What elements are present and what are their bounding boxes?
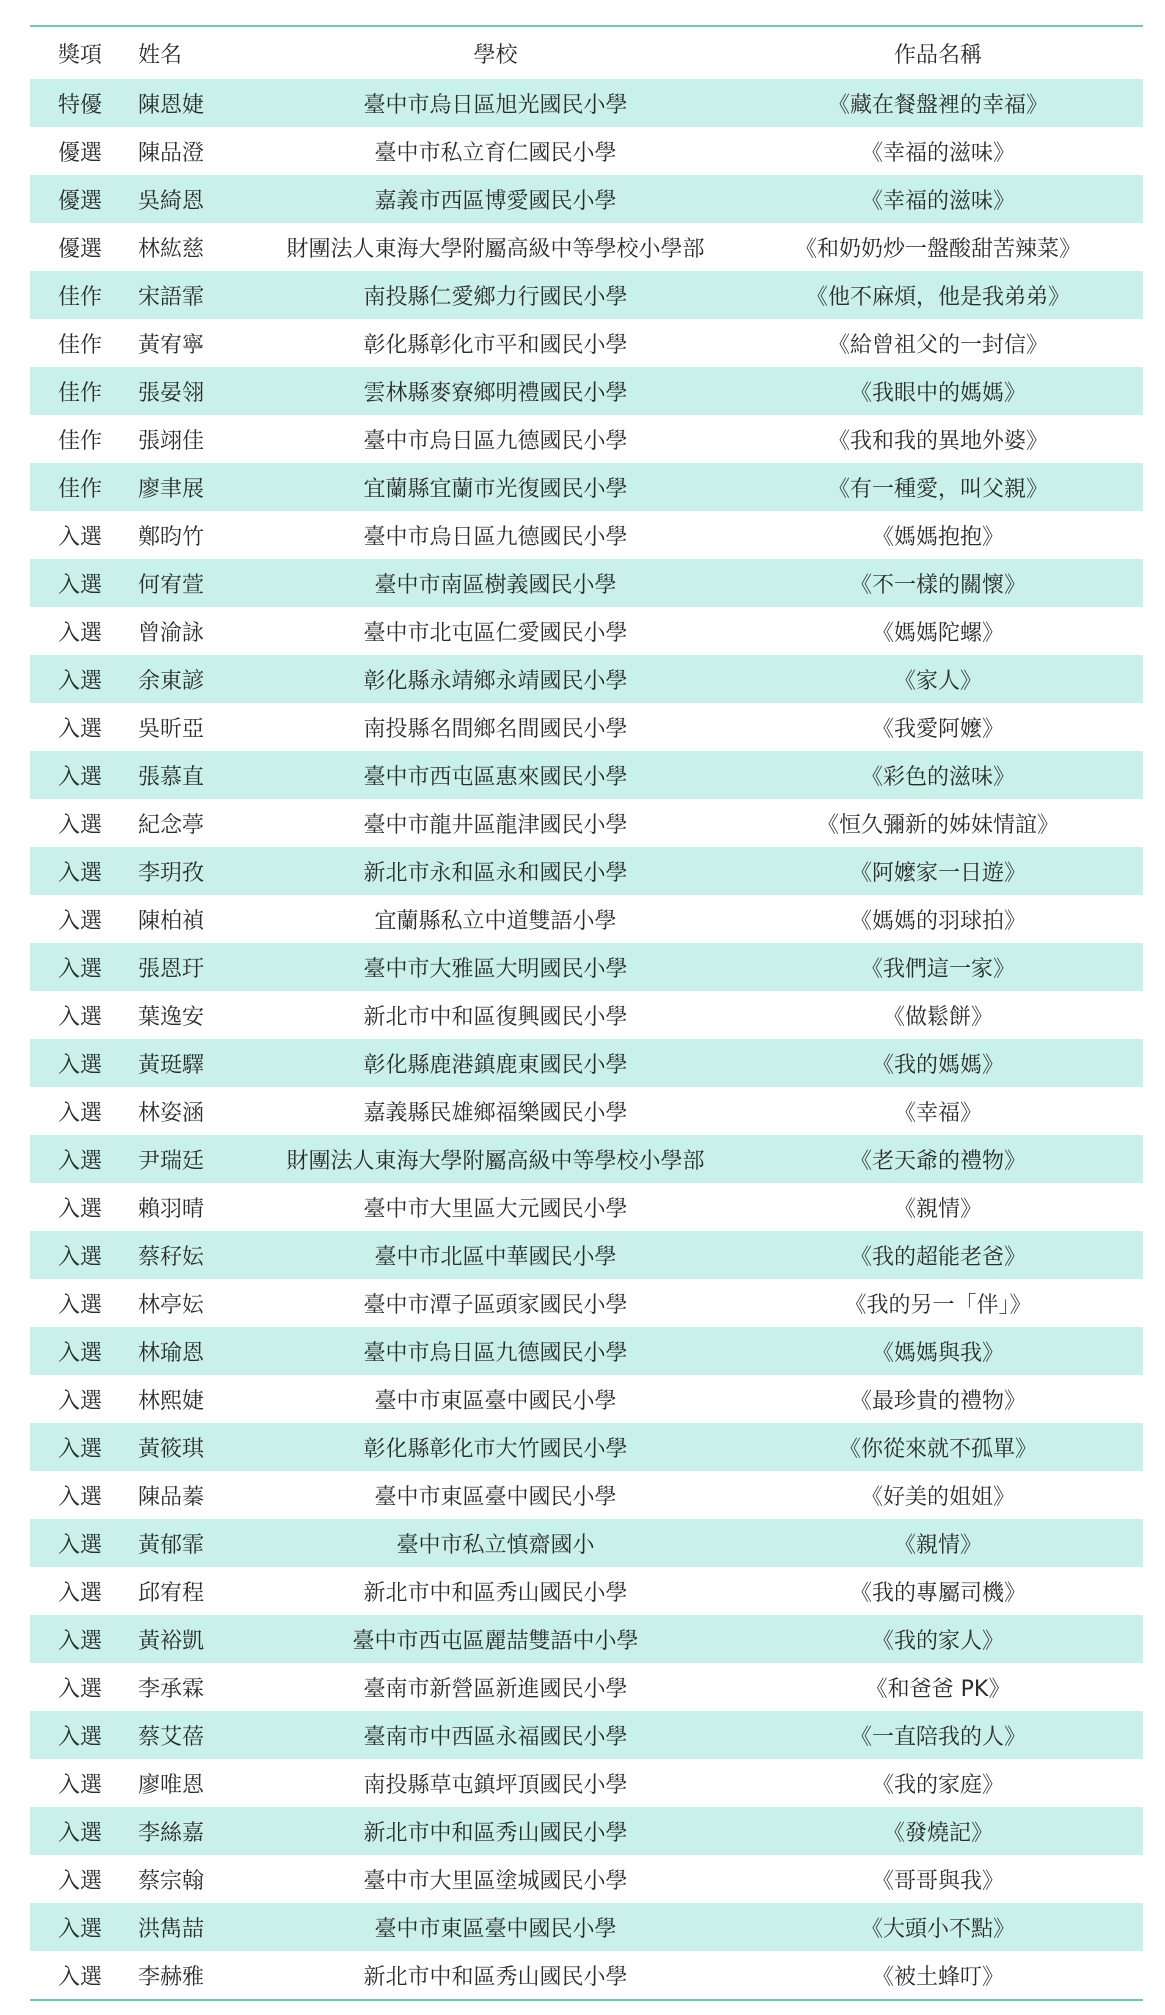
cell-name: 洪雋喆 (138, 1916, 205, 1942)
cell-award: 入選 (57, 1580, 102, 1606)
cell-school: 臺中市西屯區惠來國民小學 (363, 764, 628, 790)
table-row (30, 127, 1143, 175)
cell-school: 臺中市烏日區九德國民小學 (363, 428, 628, 454)
cell-name: 張慕直 (138, 764, 205, 790)
table-row (30, 1807, 1143, 1855)
cell-school: 宜蘭縣私立中道雙語小學 (374, 908, 617, 934)
cell-name: 鄭昀竹 (138, 524, 205, 550)
cell-work: 《親情》 (893, 1196, 982, 1222)
awards-table (30, 25, 1143, 2001)
table-row (30, 559, 1143, 607)
cell-work: 《一直陪我的人》 (849, 1724, 1026, 1750)
cell-school: 臺中市大雅區大明國民小學 (363, 956, 628, 982)
cell-work: 《做鬆餅》 (882, 1004, 993, 1030)
cell-award: 入選 (57, 1100, 102, 1126)
header-award: 獎項 (30, 26, 130, 79)
cell-name: 李玥孜 (138, 860, 205, 886)
cell-school: 彰化縣彰化市平和國民小學 (363, 332, 628, 358)
cell-work: 《我們這一家》 (860, 956, 1015, 982)
cell-work: 《他不麻煩，他是我弟弟》 (805, 284, 1070, 310)
cell-award: 入選 (57, 1292, 102, 1318)
table-row (30, 1567, 1143, 1615)
cell-school: 彰化縣彰化市大竹國民小學 (363, 1436, 628, 1462)
cell-award: 佳作 (57, 380, 102, 406)
cell-name: 林姿涵 (138, 1100, 205, 1126)
cell-work: 《大頭小不點》 (860, 1916, 1015, 1942)
cell-award: 入選 (57, 908, 102, 934)
table-row (30, 799, 1143, 847)
table-row (30, 1087, 1143, 1135)
table-row (30, 1951, 1143, 2000)
cell-school: 財團法人東海大學附屬高級中等學校小學部 (286, 1148, 705, 1174)
cell-name: 吳綺恩 (138, 188, 205, 214)
cell-name: 廖唯恩 (138, 1772, 205, 1798)
table-row (30, 943, 1143, 991)
table-row (30, 991, 1143, 1039)
cell-name: 黃宥寧 (138, 332, 205, 358)
cell-award: 入選 (57, 1484, 102, 1510)
cell-name: 廖聿展 (138, 476, 205, 502)
cell-name: 李絲嘉 (138, 1820, 205, 1846)
cell-name: 余東諺 (138, 668, 205, 694)
cell-work: 《你從來就不孤單》 (838, 1436, 1037, 1462)
cell-name: 吳昕亞 (138, 716, 205, 742)
cell-name: 黃裕凱 (138, 1628, 205, 1654)
cell-work: 《被土蜂叮》 (871, 1964, 1004, 1990)
cell-work: 《我眼中的媽媽》 (849, 380, 1026, 406)
cell-name: 張晏翎 (138, 380, 205, 406)
table-row (30, 1855, 1143, 1903)
cell-work: 《藏在餐盤裡的幸福》 (827, 92, 1048, 118)
cell-award: 優選 (57, 236, 102, 262)
cell-school: 財團法人東海大學附屬高級中等學校小學部 (286, 236, 705, 262)
cell-award: 入選 (57, 1340, 102, 1366)
cell-work: 《我的專屬司機》 (849, 1580, 1026, 1606)
cell-award: 入選 (57, 1244, 102, 1270)
cell-work: 《幸福的滋味》 (860, 140, 1015, 166)
cell-award: 佳作 (57, 428, 102, 454)
cell-name: 黃珽驛 (138, 1052, 205, 1078)
table-row (30, 79, 1143, 127)
cell-work: 《親情》 (893, 1532, 982, 1558)
table-row (30, 655, 1143, 703)
cell-award: 佳作 (57, 284, 102, 310)
cell-work: 《媽媽與我》 (871, 1340, 1004, 1366)
cell-award: 入選 (57, 812, 102, 838)
cell-school: 臺中市東區臺中國民小學 (374, 1484, 617, 1510)
cell-name: 賴羽晴 (138, 1196, 205, 1222)
cell-name: 黃筱琪 (138, 1436, 205, 1462)
cell-name: 陳品澄 (138, 140, 205, 166)
table-row (30, 703, 1143, 751)
cell-school: 臺中市北屯區仁愛國民小學 (363, 620, 628, 646)
cell-award: 入選 (57, 1772, 102, 1798)
cell-school: 臺中市南區樹義國民小學 (374, 572, 617, 598)
cell-award: 入選 (57, 716, 102, 742)
cell-school: 南投縣草屯鎮坪頂國民小學 (363, 1772, 628, 1798)
cell-work: 《最珍貴的禮物》 (849, 1388, 1026, 1414)
cell-name: 陳品蓁 (138, 1484, 205, 1510)
table-row (30, 895, 1143, 943)
table-row (30, 1039, 1143, 1087)
cell-name: 陳恩婕 (138, 92, 205, 118)
cell-work: 《我的媽媽》 (871, 1052, 1004, 1078)
cell-school: 嘉義市西區博愛國民小學 (374, 188, 617, 214)
cell-school: 臺南市新營區新進國民小學 (363, 1676, 628, 1702)
cell-name: 宋語霏 (138, 284, 205, 310)
cell-work: 《不一樣的關懷》 (849, 572, 1026, 598)
table-row (30, 319, 1143, 367)
cell-work: 《老天爺的禮物》 (849, 1148, 1026, 1174)
table-row (30, 607, 1143, 655)
header-work: 作品名稱 (733, 26, 1143, 79)
cell-school: 雲林縣麥寮鄉明禮國民小學 (363, 380, 628, 406)
cell-work: 《幸福的滋味》 (860, 188, 1015, 214)
cell-award: 入選 (57, 1532, 102, 1558)
cell-school: 新北市中和區復興國民小學 (363, 1004, 628, 1030)
cell-name: 林亭妘 (138, 1292, 205, 1318)
cell-name: 紀念葶 (138, 812, 205, 838)
cell-school: 南投縣名間鄉名間國民小學 (363, 716, 628, 742)
cell-school: 新北市永和區永和國民小學 (363, 860, 628, 886)
cell-school: 臺中市北區中華國民小學 (374, 1244, 617, 1270)
cell-award: 入選 (57, 956, 102, 982)
cell-award: 入選 (57, 1004, 102, 1030)
cell-work: 《恒久彌新的姊妹情誼》 (816, 812, 1059, 838)
table-row (30, 367, 1143, 415)
header-row (30, 26, 1143, 79)
cell-work: 《好美的姐姐》 (860, 1484, 1015, 1510)
cell-school: 臺中市烏日區九德國民小學 (363, 524, 628, 550)
table-row (30, 1903, 1143, 1951)
cell-work: 《給曾祖父的一封信》 (827, 332, 1048, 358)
table-row (30, 1471, 1143, 1519)
cell-award: 入選 (57, 1868, 102, 1894)
cell-work: 《媽媽陀螺》 (871, 620, 1004, 646)
cell-name: 林熙婕 (138, 1388, 205, 1414)
cell-school: 臺南市中西區永福國民小學 (363, 1724, 628, 1750)
table-row (30, 1183, 1143, 1231)
cell-work: 《我的超能老爸》 (849, 1244, 1026, 1270)
cell-award: 入選 (57, 860, 102, 886)
table-row (30, 1711, 1143, 1759)
cell-work: 《媽媽抱抱》 (871, 524, 1004, 550)
cell-work: 《我和我的異地外婆》 (827, 428, 1048, 454)
cell-name: 李承霖 (138, 1676, 205, 1702)
cell-school: 嘉義縣民雄鄉福樂國民小學 (363, 1100, 628, 1126)
cell-name: 蔡宗翰 (138, 1868, 205, 1894)
table-row (30, 1423, 1143, 1471)
cell-name: 張翊佳 (138, 428, 205, 454)
cell-work: 《和爸爸 PK》 (865, 1676, 1011, 1702)
cell-work: 《阿嬤家一日遊》 (849, 860, 1026, 886)
cell-award: 入選 (57, 524, 102, 550)
cell-name: 張恩玗 (138, 956, 205, 982)
cell-school: 臺中市龍井區龍津國民小學 (363, 812, 628, 838)
cell-name: 黃郁霏 (138, 1532, 205, 1558)
cell-school: 臺中市東區臺中國民小學 (374, 1916, 617, 1942)
cell-school: 臺中市大里區塗城國民小學 (363, 1868, 628, 1894)
cell-school: 臺中市烏日區旭光國民小學 (363, 92, 628, 118)
cell-award: 特優 (57, 92, 102, 118)
table-row (30, 1519, 1143, 1567)
cell-work: 《我的家人》 (871, 1628, 1004, 1654)
cell-school: 臺中市東區臺中國民小學 (374, 1388, 617, 1414)
cell-work: 《我的家庭》 (871, 1772, 1004, 1798)
cell-award: 入選 (57, 1916, 102, 1942)
cell-name: 葉逸安 (138, 1004, 205, 1030)
cell-work: 《有一種愛，叫父親》 (827, 476, 1048, 502)
cell-award: 入選 (57, 1964, 102, 1990)
cell-award: 佳作 (57, 332, 102, 358)
table-row (30, 1615, 1143, 1663)
table-row (30, 1759, 1143, 1807)
table-row (30, 175, 1143, 223)
cell-name: 林瑜恩 (138, 1340, 205, 1366)
table-row (30, 223, 1143, 271)
table-row (30, 1135, 1143, 1183)
table-row (30, 271, 1143, 319)
cell-award: 入選 (57, 1196, 102, 1222)
table-row (30, 511, 1143, 559)
cell-school: 彰化縣永靖鄉永靖國民小學 (363, 668, 628, 694)
cell-name: 蔡艾蓓 (138, 1724, 205, 1750)
cell-school: 新北市中和區秀山國民小學 (363, 1964, 628, 1990)
cell-work: 《家人》 (893, 668, 982, 694)
table-header (30, 26, 1143, 79)
table-row (30, 847, 1143, 895)
table-row (30, 1279, 1143, 1327)
cell-work: 《我的另一「伴」》 (844, 1292, 1032, 1318)
cell-name: 林紘慈 (138, 236, 205, 262)
cell-school: 新北市中和區秀山國民小學 (363, 1580, 628, 1606)
cell-work: 《哥哥與我》 (871, 1868, 1004, 1894)
cell-school: 臺中市私立慎齋國小 (396, 1532, 595, 1558)
cell-school: 臺中市大里區大元國民小學 (363, 1196, 628, 1222)
cell-name: 李赫雅 (138, 1964, 205, 1990)
table-row (30, 1231, 1143, 1279)
cell-work: 《和奶奶炒一盤酸甜苦辣菜》 (794, 236, 1081, 262)
cell-name: 陳柏禎 (138, 908, 205, 934)
cell-school: 臺中市潭子區頭家國民小學 (363, 1292, 628, 1318)
cell-name: 何宥萱 (138, 572, 205, 598)
table-row (30, 415, 1143, 463)
cell-work: 《幸福》 (893, 1100, 982, 1126)
cell-award: 優選 (57, 140, 102, 166)
cell-name: 蔡秄妘 (138, 1244, 205, 1270)
cell-school: 臺中市烏日區九德國民小學 (363, 1340, 628, 1366)
cell-award: 入選 (57, 572, 102, 598)
cell-name: 曾渝詠 (138, 620, 205, 646)
cell-award: 入選 (57, 764, 102, 790)
cell-work: 《發燒記》 (882, 1820, 993, 1846)
cell-school: 臺中市西屯區麗喆雙語中小學 (352, 1628, 639, 1654)
cell-work: 《我愛阿嬤》 (871, 716, 1004, 742)
cell-award: 入選 (57, 1436, 102, 1462)
cell-name: 尹瑞廷 (138, 1148, 205, 1174)
cell-award: 入選 (57, 1628, 102, 1654)
cell-name: 邱宥程 (138, 1580, 205, 1606)
cell-award: 優選 (57, 188, 102, 214)
table-row (30, 751, 1143, 799)
cell-school: 南投縣仁愛鄉力行國民小學 (363, 284, 628, 310)
header-name: 姓名 (130, 26, 258, 79)
cell-award: 入選 (57, 1820, 102, 1846)
cell-school: 新北市中和區秀山國民小學 (363, 1820, 628, 1846)
table-row (30, 463, 1143, 511)
cell-award: 入選 (57, 1388, 102, 1414)
cell-award: 入選 (57, 1724, 102, 1750)
cell-work: 《媽媽的羽球拍》 (849, 908, 1026, 934)
table-body (30, 79, 1143, 2000)
cell-award: 入選 (57, 1052, 102, 1078)
cell-school: 臺中市私立育仁國民小學 (374, 140, 617, 166)
cell-award: 入選 (57, 668, 102, 694)
table-row (30, 1327, 1143, 1375)
cell-award: 入選 (57, 1676, 102, 1702)
cell-work: 《彩色的滋味》 (860, 764, 1015, 790)
cell-award: 佳作 (57, 476, 102, 502)
header-school: 學校 (258, 26, 733, 79)
cell-award: 入選 (57, 620, 102, 646)
cell-school: 彰化縣鹿港鎮鹿東國民小學 (363, 1052, 628, 1078)
table-row (30, 1663, 1143, 1711)
table-row (30, 1375, 1143, 1423)
cell-award: 入選 (57, 1148, 102, 1174)
cell-school: 宜蘭縣宜蘭市光復國民小學 (363, 476, 628, 502)
